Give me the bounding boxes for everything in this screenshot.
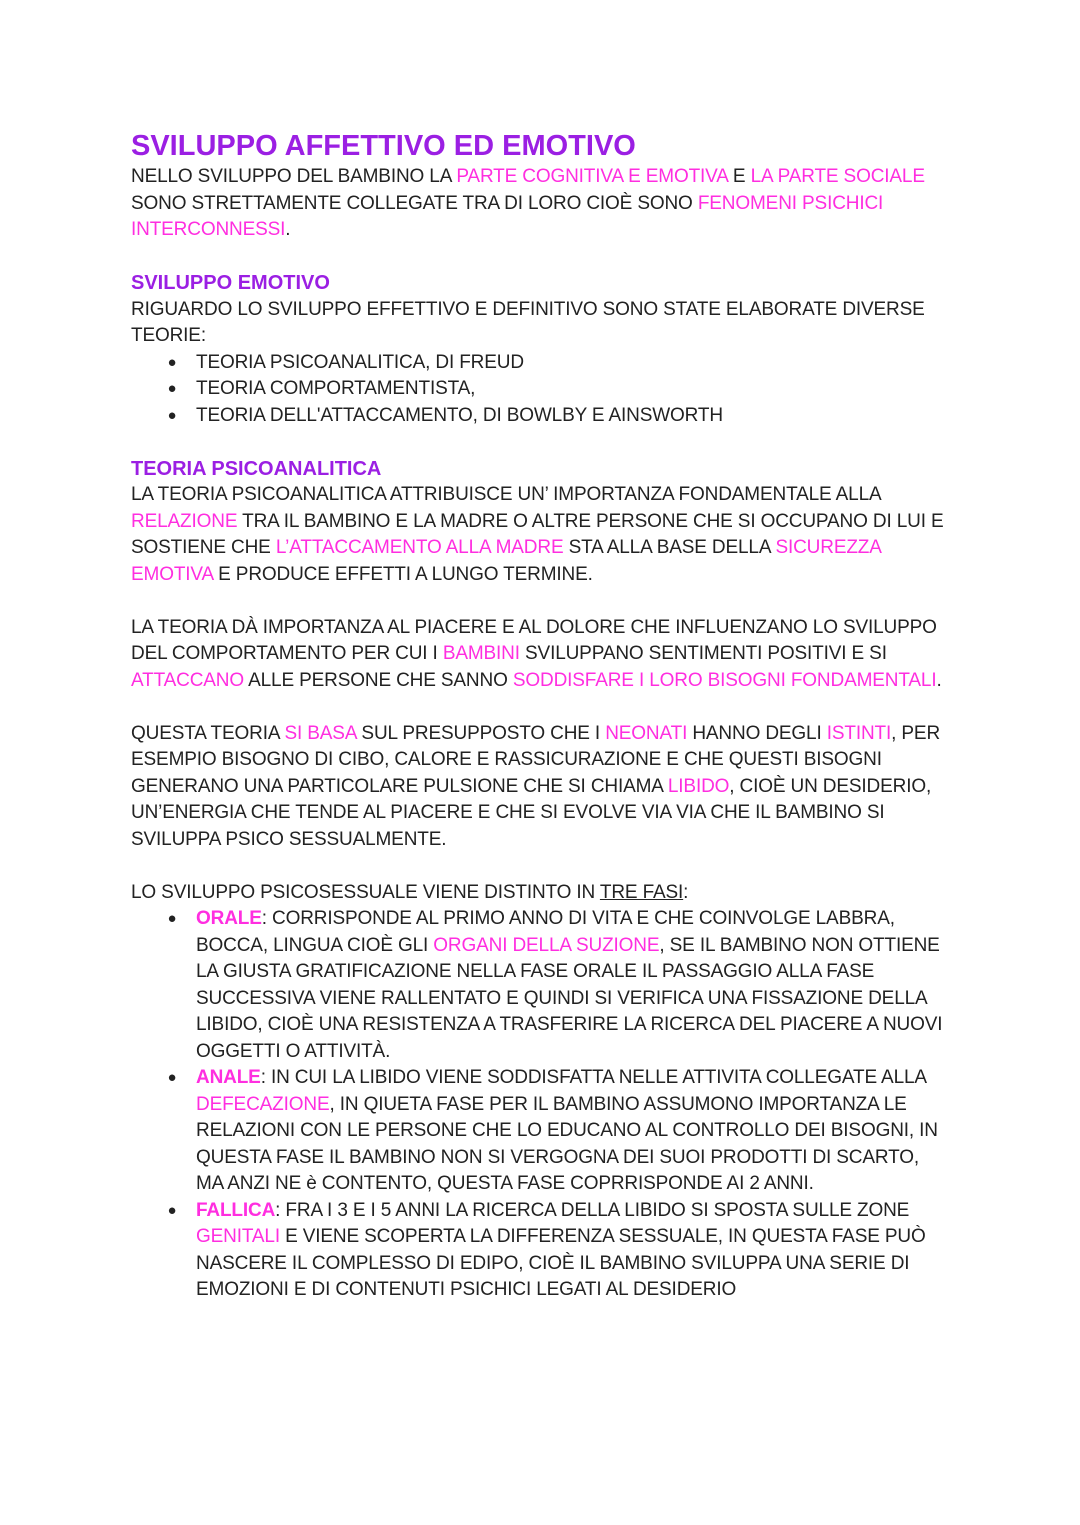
- phase-fallica: ● FALLICA: FRA I 3 E I 5 ANNI LA RICERCA DELLA LIBIDO SI SPOSTA SULLE ZONE GENITALI E VIENE SCOPERTA LA DIFFERENZA SESSUALE, IN QUESTA FASE PUÒ NASCERE IL COMPLESSO DI EDIPO, CIOÈ IL BAMBINO SVILUPPA UNA SERIE DI EMOZIONI E DI CONTENUTI PSICHICI LEGATI AL DESIDERIO: [131, 1198, 951, 1304]
- document-title: SVILUPPO AFFETTIVO ED EMOTIVO: [131, 130, 636, 162]
- section-heading-teoria-psicoanalitica: TEORIA PSICOANALITICA: [131, 457, 382, 480]
- highlight: FENOMENI PSICHICI INTERCONNESSI: [131, 192, 884, 240]
- bullet-icon: ●: [167, 1201, 177, 1219]
- underlined-text: TRE FASI: [599, 881, 684, 903]
- phase-orale: ● ORALE: CORRISPONDE AL PRIMO ANNO DI VITA E CHE COINVOLGE LABBRA, BOCCA, LINGUA CIOÈ GLI ORGANI DELLA SUZIONE, SE IL BAMBINO NON OTTIENE LA GIUSTA GRATIFICAZIONE NELLA FASE ORALE IL PASSAGGIO ALLA FASE SUCCESSIVA VIENE RALLENTATO E QUINDI SI VERIFICA UNA FISSAZIONE DELLA LIBIDO, CIOÈ UNA RESISTENZA A TRASFERIRE LA RICERCA DEL PIACERE A NUOVI OGGETTI O ATTIVITÀ.: [131, 906, 951, 1065]
- highlight: GENITALI: [196, 1226, 280, 1247]
- bullet-icon: ●: [167, 1069, 177, 1086]
- highlight: ORGANI DELLA SUZIONE: [433, 934, 660, 956]
- intro-paragraph: NELLO SVILUPPO DEL BAMBINO LA PARTE COGNITIVA E EMOTIVA E LA PARTE SOCIALE SONO STRETTAMENTE COLLEGATE TRA DI LORO CIOÈ SONO FENOMENI PSICHICI INTERCONNESSI.: [131, 166, 925, 240]
- phase-anale: ● ANALE: IN CUI LA LIBIDO VIENE SODDISFATTA NELLE ATTIVITA COLLEGATE ALLA DEFECAZIONE, IN QIUETA FASE PER IL BAMBINO ASSUMONO IMPORTANZA LE RELAZIONI CON LE PERSONE CHE LO EDUCANO AL CONTROLLO DEI BISOGNI, IN QUESTA FASE IL BAMBINO NON SI VERGOGNA DEI SUOI PRODOTTI DI SCARTO, MA ANZI NE è CONTENTO, QUESTA FASE COPRRISPONDE AI 2 ANNI.: [131, 1065, 951, 1198]
- highlight: LIBIDO: [667, 775, 730, 797]
- phases-list: [131, 906, 951, 1304]
- highlight: RELAZIONE: [131, 510, 238, 532]
- phase-name: ORALE: [196, 908, 262, 929]
- section-heading-sviluppo-emotivo: SVILUPPO EMOTIVO: [131, 272, 330, 294]
- highlight: NEONATI: [605, 722, 688, 744]
- highlight: ATTACCANO: [131, 669, 245, 691]
- bullet-icon: ●: [167, 380, 177, 397]
- highlight: PARTE COGNITIVA E EMOTIVA: [456, 166, 728, 187]
- theories-list: [131, 350, 951, 430]
- list-item: ● TEORIA PSICOANALITICA, DI FREUD: [131, 350, 951, 377]
- highlight: SODDISFARE I LORO BISOGNI FONDAMENTALI: [512, 669, 937, 691]
- document-content: [131, 128, 951, 1304]
- highlight: LA PARTE SOCIALE: [750, 166, 925, 187]
- psico-paragraph-3: QUESTA TEORIA SI BASA SUL PRESUPPOSTO CHE I NEONATI HANNO DEGLI ISTINTI, PER ESEMPIO BISOGNO DI CIBO, CALORE E RASSICURAZIONE E CHE QUESTI BISOGNI GENERANO UNA PARTICOLARE PULSIONE CHE SI CHIAMA LIBIDO, CIOÈ UN DESIDERIO, UN’ENERGIA CHE TENDE AL PIACERE E CHE SI EVOLVE VIA VIA CHE IL BAMBINO SI SVILUPPA PSICO SESSUALMENTE.: [131, 722, 941, 850]
- highlight: SI BASA: [284, 722, 357, 744]
- highlight: L’ATTACCAMENTO ALLA MADRE: [275, 537, 564, 558]
- psico-paragraph-2: LA TEORIA DÀ IMPORTANZA AL PIACERE E AL DOLORE CHE INFLUENZANO LO SVILUPPO DEL COMPORTAMENTO PER CUI I BAMBINI SVILUPPANO SENTIMENTI POSITIVI E SI ATTACCANO ALLE PERSONE CHE SANNO SODDISFARE I LORO BISOGNI FONDAMENTALI.: [131, 616, 942, 691]
- bullet-icon: ●: [167, 406, 177, 424]
- psico-paragraph-4: LO SVILUPPO PSICOSESSUALE VIENE DISTINTO IN TRE FASI:: [131, 881, 689, 903]
- emotivo-paragraph: RIGUARDO LO SVILUPPO EFFETTIVO E DEFINITIVO SONO STATE ELABORATE DIVERSE TEORIE:: [131, 298, 925, 346]
- highlight: ISTINTI: [826, 722, 892, 744]
- highlight: DEFECAZIONE: [196, 1093, 330, 1115]
- psico-paragraph-1: LA TEORIA PSICOANALITICA ATTRIBUISCE UN’ IMPORTANZA FONDAMENTALE ALLA RELAZIONE TRA IL BAMBINO E LA MADRE O ALTRE PERSONE CHE SI OCCUPANO DI LUI E SOSTIENE CHE L’ATTACCAMENTO ALLA MADRE STA ALLA BASE DELLA SICUREZZA EMOTIVA E PRODUCE EFFETTI A LUNGO TERMINE.: [131, 484, 944, 585]
- phase-name: ANALE: [196, 1067, 261, 1088]
- list-item: ● TEORIA COMPORTAMENTISTA,: [131, 376, 951, 403]
- highlight: SICUREZZA EMOTIVA: [131, 537, 881, 585]
- bullet-icon: ●: [167, 910, 177, 927]
- list-item: ● TEORIA DELL'ATTACCAMENTO, DI BOWLBY E AINSWORTH: [131, 403, 951, 430]
- bullet-icon: ●: [167, 353, 177, 371]
- highlight: BAMBINI: [442, 643, 520, 664]
- phase-name: FALLICA: [196, 1199, 276, 1221]
